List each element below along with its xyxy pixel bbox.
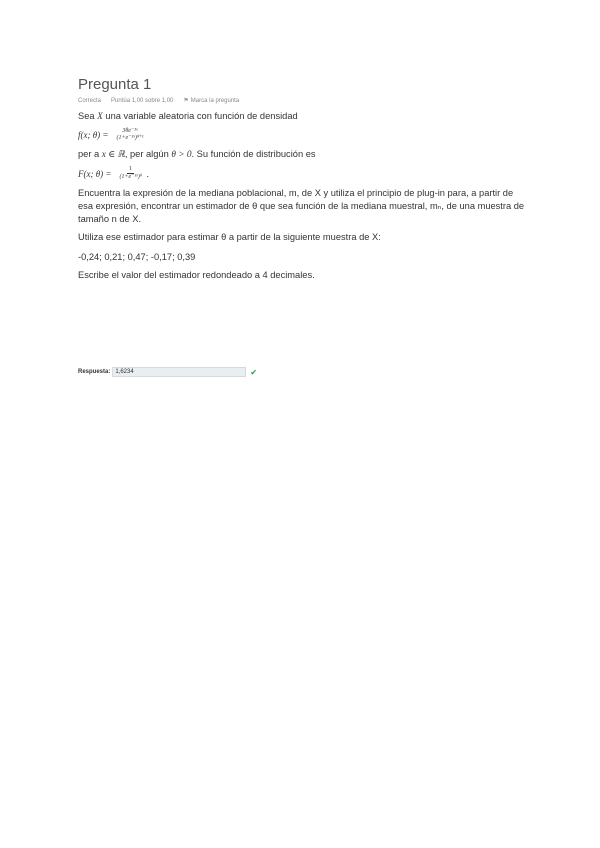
flag-question-label: Marca la pregunta xyxy=(190,97,240,104)
intro-line: Sea X una variable aleatoria con función de densidad xyxy=(78,111,298,122)
flag-icon: ⚑ xyxy=(183,98,189,104)
question-info xyxy=(78,97,528,104)
check-icon: ✔ xyxy=(250,367,258,377)
answer-row xyxy=(78,367,257,377)
question-score: Puntúa 1,00 sobre 1,00 xyxy=(111,97,174,104)
question-title: Pregunta 1 xyxy=(78,76,152,93)
cdf-formula xyxy=(78,166,528,181)
cdf-fraction xyxy=(117,166,143,181)
answer-input[interactable]: 1,6234 xyxy=(112,367,246,377)
density-fraction xyxy=(114,128,145,142)
cdf-lhs: F(x; θ) = xyxy=(78,168,112,179)
answer-label: Respuesta: xyxy=(78,369,111,375)
question-status: Correcta xyxy=(78,97,102,104)
flag-question-link[interactable] xyxy=(183,97,239,104)
cdf-denominator: (1+e⁻³ˣ)ᶿ xyxy=(119,174,142,180)
density-formula xyxy=(78,128,528,142)
domain-line: per a x ∈ ℝ, per algún θ > 0. Su función de distribución es xyxy=(78,149,316,160)
cdf-numerator: 1 xyxy=(129,166,133,172)
rounding-instruction: Escribe el valor del estimador redondeado a 4 decimales. xyxy=(78,270,315,280)
question-container xyxy=(78,76,528,282)
density-lhs: f(x; θ) = xyxy=(78,130,109,140)
density-denominator: (1+e⁻³ˣ)ᶿ⁺¹ xyxy=(116,135,144,141)
sample-intro: Utiliza ese estimador para estimar θ a partir de la siguiente muestra de X: xyxy=(78,232,381,242)
density-numerator: 3θe⁻³ˣ xyxy=(122,128,138,134)
sample-values: -0,24; 0,21; 0,47; -0,17; 0,39 xyxy=(78,252,196,262)
instruction-paragraph: Encuentra la expresión de la mediana poblacional, m, de X y utiliza el principio de plug-in para, a partir de esa expresión, encontrar un estimador de θ que sea función de la mediana muestral, mₙ, de una muestra de tamaño n de X. xyxy=(78,188,525,224)
cdf-period: . xyxy=(146,168,149,179)
